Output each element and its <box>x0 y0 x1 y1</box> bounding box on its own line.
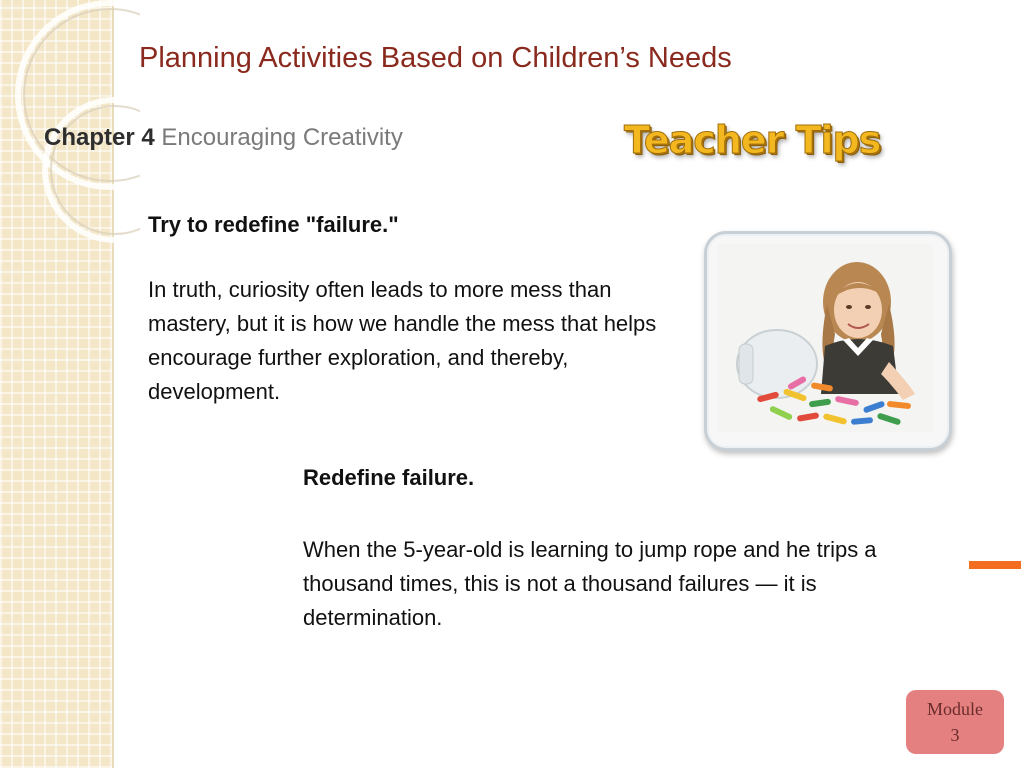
accent-bar <box>969 561 1021 569</box>
photo-illustration <box>717 244 933 432</box>
tip-body-2: When the 5-year-old is learning to jump rope and he trips a thousand times, this is not a thousand failures — it is determination. <box>303 537 877 630</box>
slide-title: Planning Activities Based on Children’s Needs <box>139 42 732 74</box>
chapter-number: 4 <box>141 124 155 151</box>
teacher-tips-banner: Teacher Tips <box>624 118 881 162</box>
chapter-topic: Encouraging Creativity <box>161 124 403 151</box>
girl-with-candy-jar-photo <box>704 231 952 451</box>
tip-body-1: In truth, curiosity often leads to more mess than mastery, but it is how we handle the mess that helps encourage further exploration, and thereby, development. <box>148 277 657 404</box>
chapter-heading <box>44 124 403 152</box>
module-badge[interactable] <box>906 690 1004 754</box>
tip-heading-1: Try to redefine "failure." <box>148 212 399 237</box>
tip-heading-2: Redefine failure. <box>303 465 475 490</box>
side-decor-strip <box>0 0 114 768</box>
module-label: Module <box>927 699 983 719</box>
module-number: 3 <box>950 725 960 745</box>
chapter-label: Chapter <box>44 124 135 151</box>
